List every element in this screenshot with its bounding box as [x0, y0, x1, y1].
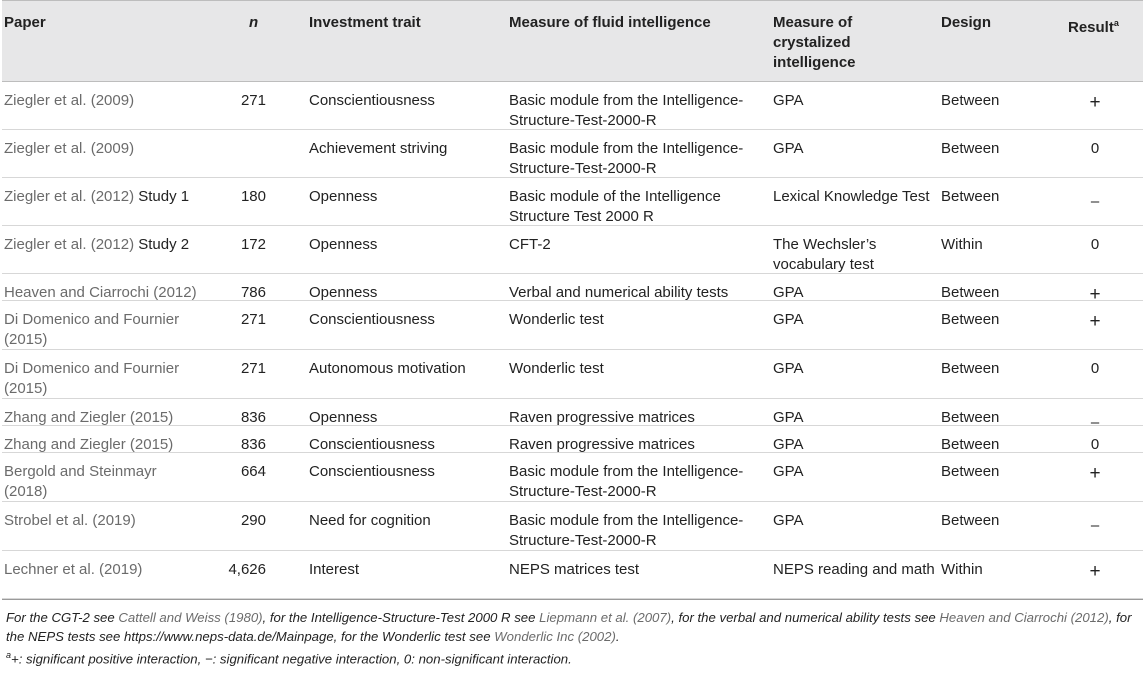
cell-design: Between	[941, 284, 1000, 301]
table-row	[2, 453, 1143, 502]
cell-trait: Openness	[309, 236, 378, 253]
cell-fluid: Verbal and numerical ability tests	[509, 284, 729, 301]
cell-crystal: GPA	[773, 409, 804, 426]
footnote-text: .	[615, 629, 620, 644]
paper-citation[interactable]: Ziegler et al. (2009)	[4, 140, 135, 157]
cell-result	[1085, 359, 1105, 379]
table-row	[2, 82, 1143, 130]
plus-icon: +	[1089, 92, 1101, 113]
cell-fluid: NEPS matrices test	[509, 561, 640, 578]
cell-trait: Openness	[309, 409, 378, 426]
paper-citation[interactable]: Di Domenico and Fournier (2015)	[4, 360, 180, 397]
cell-paper[interactable]	[4, 187, 204, 207]
footnote-text: For the CGT-2 see	[6, 610, 119, 625]
paper-citation[interactable]: Lechner et al. (2019)	[4, 561, 143, 578]
results-table	[2, 0, 1143, 668]
footnote-ref[interactable]: Cattell and Weiss (1980)	[118, 610, 263, 625]
cell-result	[1085, 408, 1105, 431]
cell-paper[interactable]	[4, 359, 204, 399]
paper-citation[interactable]: Ziegler et al. (2012)	[4, 188, 135, 205]
footnote-sup: a	[6, 650, 12, 660]
cell-crystal: Lexical Knowledge Test	[773, 188, 930, 205]
cell-trait: Achievement striving	[309, 140, 448, 157]
cell-n: 271	[240, 311, 266, 328]
zero-result: 0	[1090, 236, 1100, 253]
footnote-ref[interactable]: Heaven and Ciarrochi (2012)	[939, 610, 1109, 625]
paper-citation[interactable]: Heaven and Ciarrochi (2012)	[4, 284, 197, 301]
paper-citation[interactable]: Ziegler et al. (2012)	[4, 236, 135, 253]
cell-trait: Interest	[309, 561, 360, 578]
plus-icon: +	[1089, 284, 1101, 305]
cell-crystal: GPA	[773, 311, 804, 328]
cell-paper[interactable]	[4, 462, 204, 502]
footnote-sources	[6, 608, 1141, 646]
cell-crystal: GPA	[773, 463, 804, 480]
cell-trait: Conscientiousness	[309, 436, 435, 453]
cell-n: 271	[240, 92, 266, 109]
header-n: n	[249, 14, 259, 31]
table-row	[2, 178, 1143, 226]
paper-citation[interactable]: Ziegler et al. (2009)	[4, 92, 135, 109]
cell-n: 786	[240, 284, 266, 301]
footnote-ref[interactable]: Wonderlic Inc (2002)	[494, 629, 616, 644]
cell-paper[interactable]	[4, 91, 204, 111]
cell-result	[1085, 511, 1105, 534]
cell-design: Within	[941, 236, 983, 253]
cell-design: Between	[941, 436, 1000, 453]
cell-trait: Openness	[309, 284, 378, 301]
cell-result	[1085, 91, 1105, 112]
cell-crystal: The Wechsler’s vocabulary test	[773, 236, 877, 273]
table-row	[2, 130, 1143, 178]
cell-paper[interactable]	[4, 235, 204, 255]
table-row	[2, 226, 1143, 274]
cell-paper[interactable]	[4, 139, 204, 159]
cell-n: 836	[240, 409, 266, 426]
footnote-text: , for the NEPS tests see https://www.neps-data.de/Mainpage, for the Wonderlic test see	[6, 610, 1132, 644]
cell-crystal: GPA	[773, 92, 804, 109]
table-row	[2, 399, 1143, 431]
cell-trait: Conscientiousness	[309, 92, 435, 109]
study-label: Study 1	[138, 188, 190, 205]
cell-crystal: NEPS reading and math	[773, 561, 935, 578]
table-row	[2, 274, 1143, 305]
cell-n: 271	[240, 360, 266, 377]
minus-icon: –	[1090, 414, 1100, 431]
cell-crystal: GPA	[773, 436, 804, 453]
header-result	[1068, 13, 1119, 38]
cell-paper[interactable]	[4, 408, 204, 428]
header-crystal: Measure of crystalized intelligence	[773, 14, 856, 71]
cell-fluid: Wonderlic test	[509, 360, 604, 377]
cell-fluid: Raven progressive matrices	[509, 436, 695, 453]
footnote-legend-text: +: significant positive interaction, −: significant negative interaction, 0: non-significant interaction.	[11, 651, 572, 667]
cell-trait: Conscientiousness	[309, 311, 435, 328]
cell-crystal: GPA	[773, 140, 804, 157]
header-design: Design	[941, 14, 992, 31]
header-result-sup: a	[1113, 18, 1119, 28]
cell-crystal: GPA	[773, 284, 804, 301]
cell-result	[1085, 139, 1105, 159]
cell-result	[1085, 560, 1105, 581]
table-row	[2, 551, 1143, 599]
footnote-ref[interactable]: Liepmann et al. (2007)	[539, 610, 672, 625]
cell-design: Between	[941, 140, 1000, 157]
header-paper: Paper	[4, 14, 46, 31]
cell-paper[interactable]	[4, 283, 204, 303]
header-result-label: Result	[1068, 19, 1114, 36]
paper-citation[interactable]: Zhang and Ziegler (2015)	[4, 409, 174, 426]
plus-icon: +	[1089, 561, 1101, 582]
table-header	[2, 0, 1143, 82]
cell-fluid: Basic module from the Intelligence-Structure-Test-2000-R	[509, 140, 744, 177]
cell-trait: Need for cognition	[309, 512, 431, 529]
cell-design: Between	[941, 311, 1000, 328]
cell-paper[interactable]	[4, 310, 204, 350]
cell-result	[1085, 310, 1105, 331]
header-trait: Investment trait	[309, 14, 421, 31]
table-footer	[2, 599, 1143, 668]
minus-icon: –	[1090, 193, 1100, 210]
table-row	[2, 350, 1143, 399]
paper-citation[interactable]: Zhang and Ziegler (2015)	[4, 436, 174, 453]
cell-result	[1085, 187, 1105, 210]
plus-icon: +	[1089, 311, 1101, 332]
cell-design: Between	[941, 409, 1000, 426]
footnote-legend	[6, 646, 1141, 668]
cell-result	[1085, 235, 1105, 255]
cell-paper[interactable]	[4, 560, 204, 580]
cell-trait: Autonomous motivation	[309, 360, 466, 377]
cell-fluid: Basic module from the Intelligence-Structure-Test-2000-R	[509, 512, 744, 549]
cell-fluid: Basic module of the Intelligence Structure Test 2000 R	[509, 188, 721, 225]
cell-trait: Conscientiousness	[309, 463, 435, 480]
table-row	[2, 301, 1143, 350]
paper-citation[interactable]: Bergold and Steinmayr (2018)	[4, 463, 157, 500]
cell-fluid: Basic module from the Intelligence-Structure-Test-2000-R	[509, 92, 744, 129]
cell-n: 836	[240, 436, 266, 453]
cell-design: Within	[941, 561, 983, 578]
cell-n: 4,626	[228, 561, 266, 578]
cell-fluid: Basic module from the Intelligence-Structure-Test-2000-R	[509, 463, 744, 500]
zero-result: 0	[1090, 360, 1100, 377]
cell-fluid: CFT-2	[509, 236, 551, 253]
cell-design: Between	[941, 463, 1000, 480]
cell-fluid: Raven progressive matrices	[509, 409, 695, 426]
study-label: Study 2	[138, 236, 190, 253]
table-body	[2, 82, 1143, 599]
cell-n: 180	[240, 188, 266, 205]
cell-n: 172	[240, 236, 266, 253]
table-row	[2, 426, 1143, 453]
header-fluid: Measure of fluid intelligence	[509, 14, 711, 31]
cell-crystal: GPA	[773, 360, 804, 377]
cell-result	[1085, 435, 1105, 455]
cell-fluid: Wonderlic test	[509, 311, 604, 328]
footnote-text: , for the verbal and numerical ability tests see	[671, 610, 940, 625]
zero-result: 0	[1090, 436, 1100, 453]
cell-design: Between	[941, 360, 1000, 377]
cell-result	[1085, 462, 1105, 483]
paper-citation[interactable]: Di Domenico and Fournier (2015)	[4, 311, 180, 348]
cell-paper[interactable]	[4, 511, 204, 531]
cell-n: 664	[240, 463, 266, 480]
minus-icon: –	[1090, 517, 1100, 534]
table-row	[2, 502, 1143, 551]
cell-design: Between	[941, 512, 1000, 529]
cell-paper[interactable]	[4, 435, 204, 455]
cell-n: 290	[240, 512, 266, 529]
cell-trait: Openness	[309, 188, 378, 205]
plus-icon: +	[1089, 463, 1101, 484]
paper-citation[interactable]: Strobel et al. (2019)	[4, 512, 136, 529]
footnote-text: , for the Intelligence-Structure-Test 2000 R see	[262, 610, 540, 625]
cell-crystal: GPA	[773, 512, 804, 529]
cell-design: Between	[941, 188, 1000, 205]
zero-result: 0	[1090, 140, 1100, 157]
cell-design: Between	[941, 92, 1000, 109]
